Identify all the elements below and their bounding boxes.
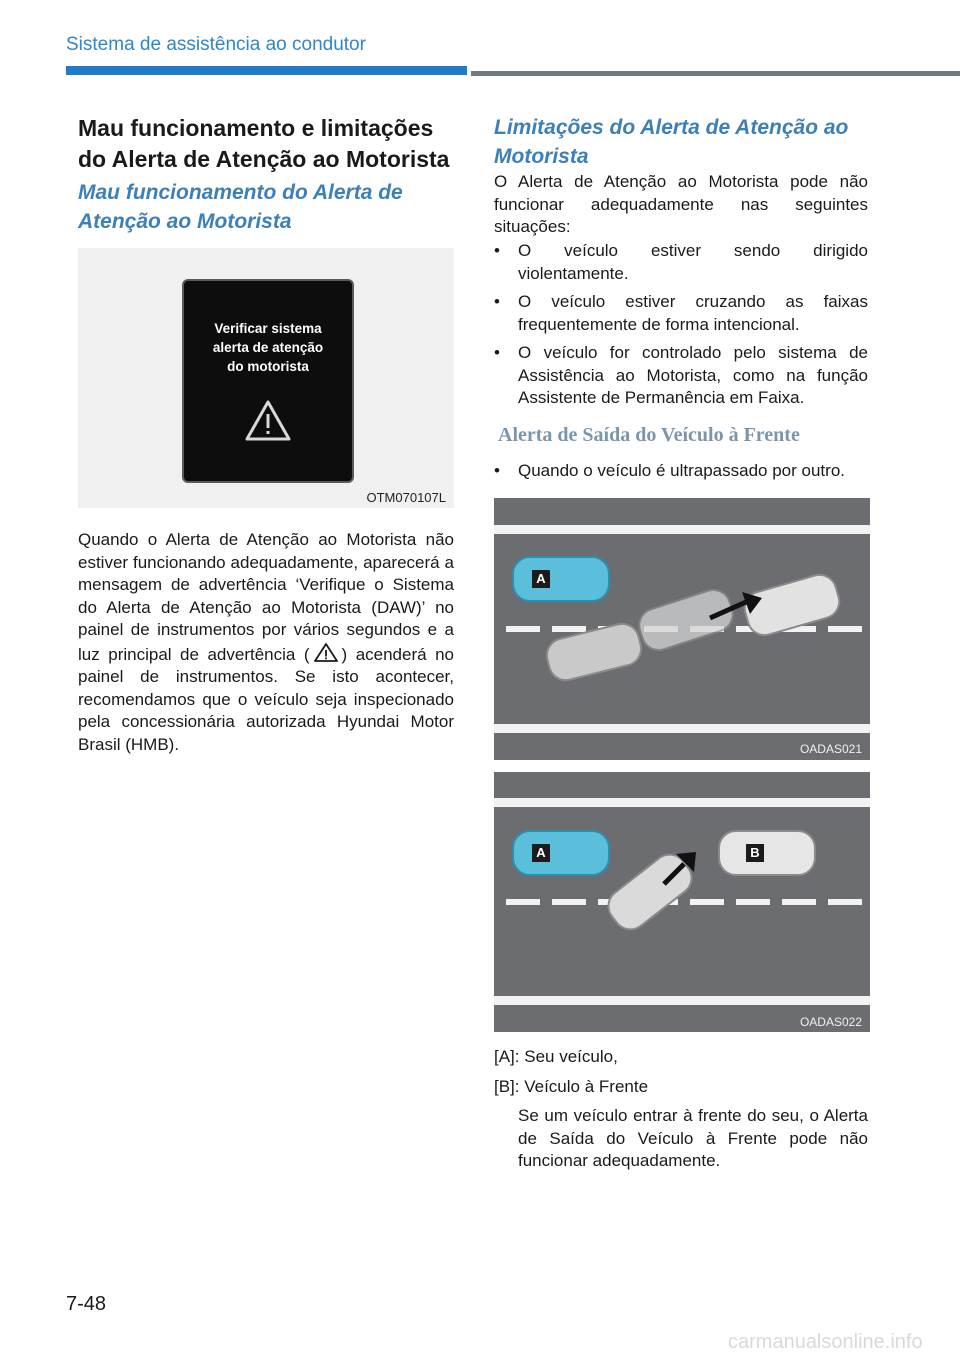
limitations-list xyxy=(494,240,868,416)
lane-dash xyxy=(552,899,586,905)
list-item: • O veículo estiver cruzando as faixas frequentemente de forma intencional. xyxy=(494,292,868,334)
arrow-icon xyxy=(658,848,702,892)
road-edge-line xyxy=(494,724,870,733)
left-subheading: Mau funcionamento do Alerta de Atenção ao Motorista xyxy=(78,181,403,233)
list-item: • Quando o veículo é ultrapassado por outro. xyxy=(494,461,845,480)
legend-b: [B]: Veículo à Frente xyxy=(494,1077,649,1096)
lane-dash xyxy=(736,899,770,905)
car-label-b: B xyxy=(746,844,764,862)
page-number: 7-48 xyxy=(66,1293,107,1315)
figure-caption: OADAS022 xyxy=(799,1015,862,1029)
list-item: • O veículo for controlado pelo sistema de Assistência ao Motorista, como na função Assistente de Permanência em Faixa. xyxy=(494,343,868,407)
arrow-icon xyxy=(706,590,766,624)
right-heading: Limitações do Alerta de Atenção ao Motorista xyxy=(494,116,849,168)
legend-note: Se um veículo entrar à frente do seu, o Alerta de Saída do Veículo à Frente pode não funcionar adequadamente. xyxy=(518,1106,868,1170)
paragraph-text: ) acenderá no painel de instrumentos. Se isto acontecer, recomendamos que o veículo seja inspecionado pela concessionária autorizada Hyundai Motor Brasil (HMB). xyxy=(78,644,454,754)
header-bar-gray xyxy=(471,71,960,76)
lane-dash xyxy=(690,899,724,905)
car-label-a: A xyxy=(532,844,550,862)
left-heading: Mau funcionamento e limitações do Alerta de Atenção ao Motorista xyxy=(78,115,450,172)
lane-dash xyxy=(828,626,862,632)
car-a xyxy=(512,556,610,602)
road-figure-2 xyxy=(494,772,870,1032)
warning-triangle-icon xyxy=(313,642,339,663)
car-a xyxy=(512,830,610,876)
lane-dash xyxy=(782,899,816,905)
section-title: Sistema de assistência ao condutor xyxy=(66,34,366,55)
road-edge-line xyxy=(494,525,870,534)
right-intro: O Alerta de Atenção ao Motorista pode não funcionar adequadamente nas seguintes situações: xyxy=(494,172,868,236)
lane-dash xyxy=(552,626,586,632)
road-edge-line xyxy=(494,996,870,1005)
figure-caption: OADAS021 xyxy=(799,742,862,756)
paragraph-text: Quando o Alerta de Atenção ao Motorista não estiver funcionando adequadamente, aparecerá a mensagem de advertência ‘Verifique o Sistema do Alerta de Atenção ao Motorista (DAW)’ no painel de instrumentos por vários segundos e a luz principal de advertência ( xyxy=(78,530,454,664)
right-subheading: Alerta de Saída do Veículo à Frente xyxy=(498,424,800,446)
car-label-a: A xyxy=(532,570,550,588)
cluster-message-line: do motorista xyxy=(227,359,309,374)
road-figure-1 xyxy=(494,498,870,760)
cluster-screen xyxy=(182,279,354,483)
dashboard-figure xyxy=(78,248,454,508)
header-bar-blue xyxy=(66,66,467,75)
car-b xyxy=(718,830,816,876)
warning-triangle-icon xyxy=(244,399,292,443)
legend-a: [A]: Seu veículo, xyxy=(494,1047,618,1066)
lane-dash xyxy=(506,899,540,905)
cluster-message-line: alerta de atenção xyxy=(212,340,324,355)
cluster-message xyxy=(184,319,352,376)
site-watermark: carmanualsonline.info xyxy=(728,1331,923,1353)
road-edge-line xyxy=(494,798,870,807)
list-item: • O veículo estiver sendo dirigido violentamente. xyxy=(494,241,868,283)
left-paragraph xyxy=(78,529,454,756)
cluster-message-line: Verificar sistema xyxy=(214,321,322,336)
figure-caption: OTM070107L xyxy=(366,490,446,505)
sub-list xyxy=(494,460,868,489)
lane-dash xyxy=(506,626,540,632)
lane-dash xyxy=(828,899,862,905)
